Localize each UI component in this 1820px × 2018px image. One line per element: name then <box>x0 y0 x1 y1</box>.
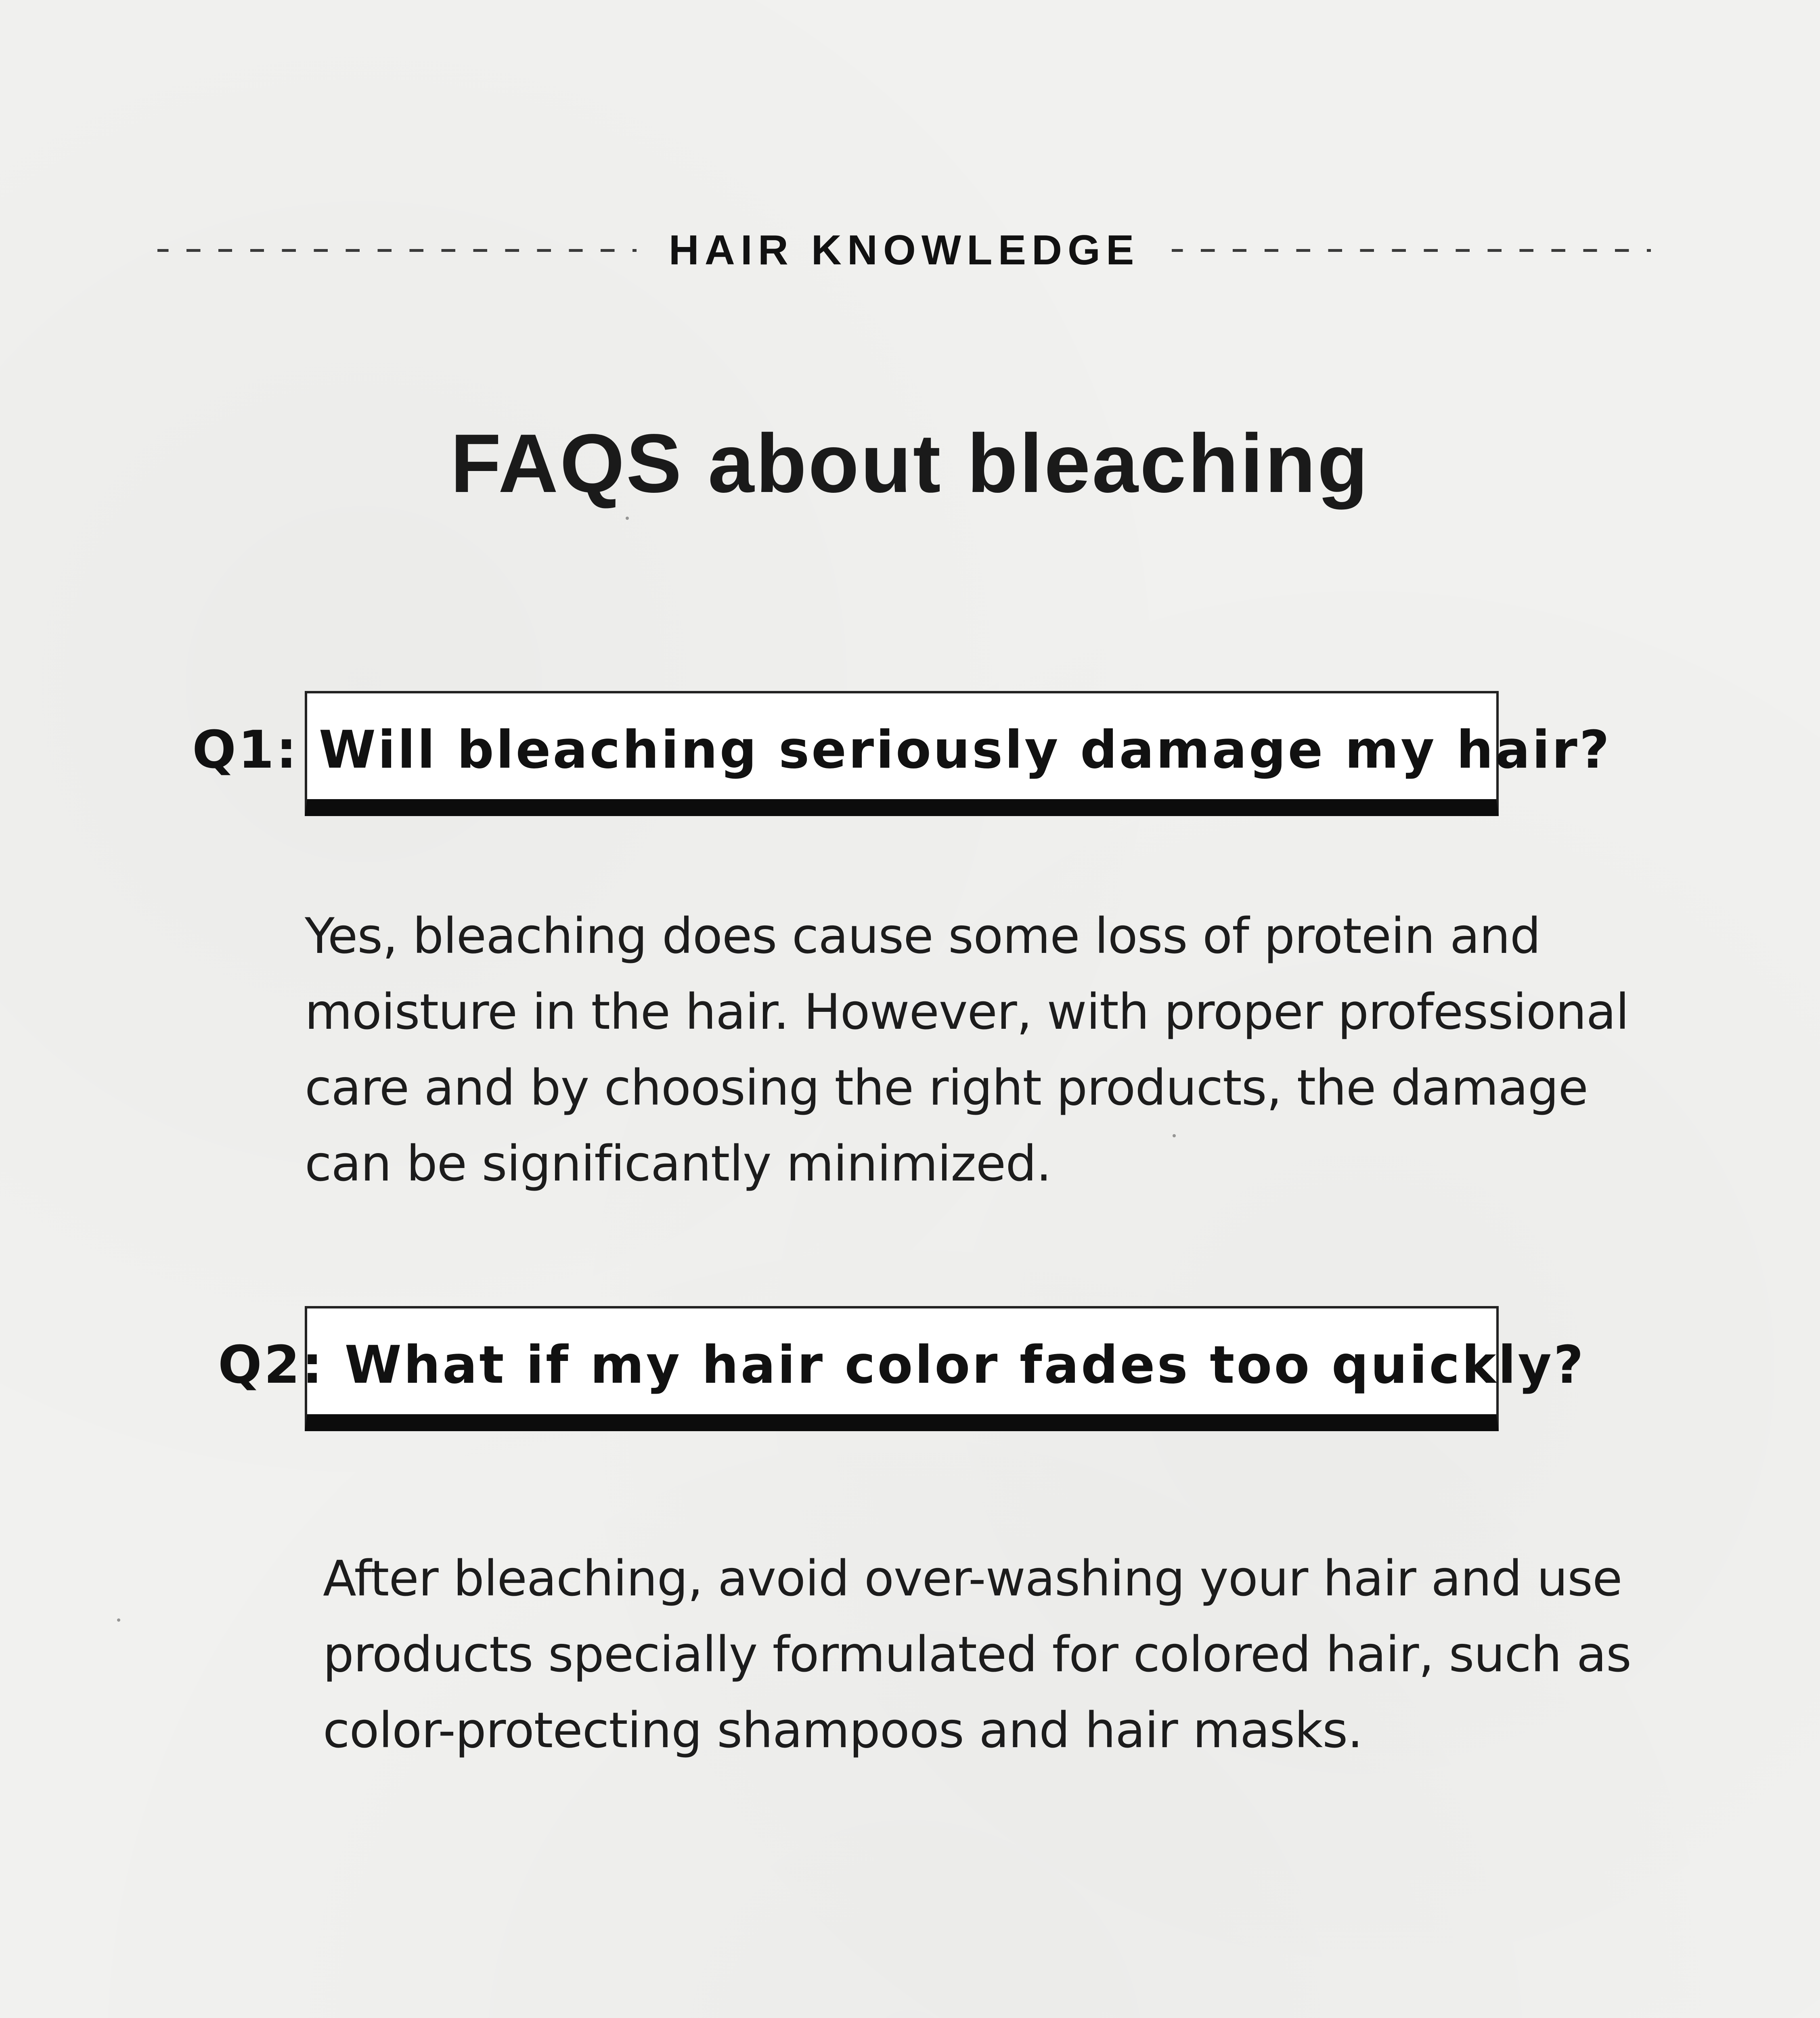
paper-speck <box>626 517 629 520</box>
answer-2-line: After bleaching, avoid over-washing your hair and use <box>323 1550 1622 1607</box>
question-box-1 <box>192 691 1611 816</box>
answer-1-line: moisture in the hair. However, with proper professional <box>305 984 1629 1040</box>
answer-2-line: color-protecting shampoos and hair masks. <box>323 1702 1363 1759</box>
question-2-text: Q2: What if my hair color fades too quickly? <box>218 1335 1585 1395</box>
section-kicker: HAIR KNOWLEDGE <box>668 226 1140 274</box>
answer-2-line: products specially formulated for colored hair, such as <box>323 1626 1632 1683</box>
answer-2 <box>323 1541 1632 1769</box>
answer-1-line: care and by choosing the right products, the damage <box>305 1059 1588 1116</box>
answer-1 <box>305 898 1629 1202</box>
question-box-2 <box>218 1306 1585 1431</box>
page-title: FAQS about bleaching <box>450 417 1370 510</box>
question-1-text: Q1: Will bleaching seriously damage my hair? <box>192 720 1611 780</box>
right-dashed-rule <box>1172 249 1651 252</box>
answer-1-line: can be significantly minimized. <box>305 1135 1051 1192</box>
paper-speck <box>117 1618 120 1622</box>
section-header <box>157 226 1651 274</box>
answer-1-line: Yes, bleaching does cause some loss of protein and <box>305 908 1541 965</box>
left-dashed-rule <box>157 249 637 252</box>
paper-speck <box>1173 1134 1176 1137</box>
